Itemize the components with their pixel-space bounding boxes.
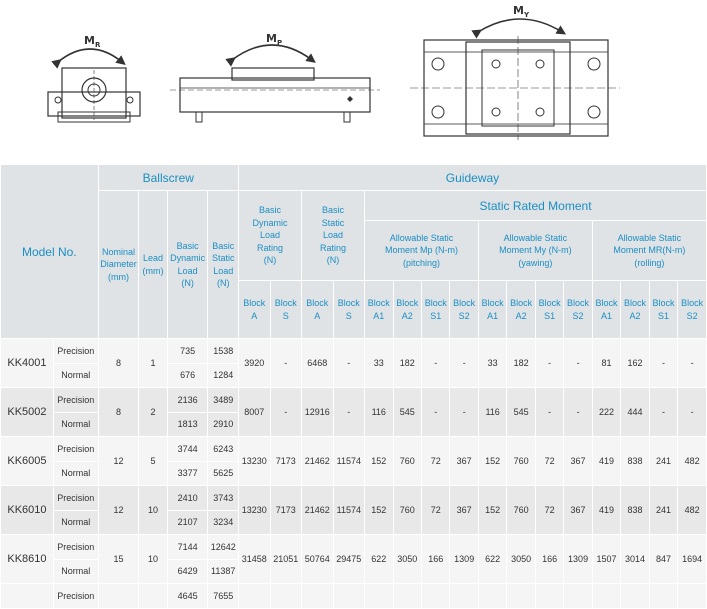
- lead-value: [139, 584, 167, 609]
- dynamic-load-value: 4645: [167, 584, 208, 609]
- block-header: Block S1: [649, 281, 677, 339]
- grade-label: Normal: [53, 510, 98, 535]
- static-load-value: 3234: [208, 510, 239, 535]
- grade-label: Precision: [53, 486, 98, 511]
- guideway-value: 1694: [678, 535, 707, 584]
- guideway-value: 1507: [592, 535, 620, 584]
- guideway-value: 182: [507, 339, 535, 388]
- static-load-value: 5625: [208, 461, 239, 486]
- guideway-value: -: [421, 339, 449, 388]
- lead-value: 1: [139, 339, 167, 388]
- static-load-value: 12642: [208, 535, 239, 560]
- guideway-value: 21462: [302, 486, 334, 535]
- grade-label: Normal: [53, 461, 98, 486]
- model-number: KK6005: [1, 437, 54, 486]
- guideway-value: -: [535, 388, 563, 437]
- static-load-value: 6243: [208, 437, 239, 462]
- yawing-moment-arrow: [478, 19, 562, 32]
- guideway-value: 367: [450, 486, 478, 535]
- guideway-value: 21462: [302, 437, 334, 486]
- guideway-value: -: [421, 388, 449, 437]
- dynamic-load-value: 2107: [167, 510, 208, 535]
- block-header: Block A2: [507, 281, 535, 339]
- dynamic-load-value: 6429: [167, 559, 208, 584]
- static-load-value: 1538: [208, 339, 239, 364]
- guideway-value: 760: [507, 437, 535, 486]
- yawing-moment-label: $M_Y$: [513, 4, 530, 19]
- dynamic-load-value: 3377: [167, 461, 208, 486]
- guideway-value: [564, 584, 592, 609]
- guideway-dynamic-load-header: Basic Dynamic Load Rating (N): [238, 191, 301, 281]
- static-load-value: 1284: [208, 363, 239, 388]
- yawing-moment-diagram: [410, 4, 620, 140]
- rolling-moment-arrow: [58, 49, 122, 62]
- block-header: Block S: [270, 281, 302, 339]
- table-row: [1, 437, 707, 462]
- guideway-value: 482: [678, 437, 707, 486]
- guideway-value: -: [535, 339, 563, 388]
- lead-header: Lead (mm): [139, 191, 167, 339]
- guideway-value: 72: [535, 437, 563, 486]
- grade-label: Precision: [53, 584, 98, 609]
- guideway-header: Guideway: [238, 165, 706, 191]
- guideway-value: -: [564, 339, 592, 388]
- model-number: [1, 584, 54, 609]
- guideway-value: 545: [393, 388, 421, 437]
- guideway-value: -: [333, 388, 365, 437]
- guideway-value: -: [678, 388, 707, 437]
- guideway-value: 21051: [270, 535, 302, 584]
- pitching-moment-header: Allowable Static Moment Mp (N-m) (pitching): [365, 221, 479, 281]
- nominal-diameter-header: Nominal Diameter (mm): [98, 191, 139, 339]
- guideway-value: 3014: [621, 535, 649, 584]
- guideway-value: 1309: [450, 535, 478, 584]
- guideway-value: 152: [478, 437, 506, 486]
- table-row: [1, 388, 707, 413]
- guideway-value: 760: [507, 486, 535, 535]
- guideway-value: 8007: [238, 388, 270, 437]
- guideway-value: -: [270, 339, 302, 388]
- guideway-value: 116: [478, 388, 506, 437]
- guideway-value: [365, 584, 393, 609]
- rolling-moment-label: $M_R$: [84, 34, 101, 49]
- guideway-value: 31458: [238, 535, 270, 584]
- guideway-value: 760: [393, 437, 421, 486]
- guideway-value: 241: [649, 437, 677, 486]
- guideway-value: -: [564, 388, 592, 437]
- block-header: Block S2: [564, 281, 592, 339]
- static-load-value: 3743: [208, 486, 239, 511]
- guideway-value: [621, 584, 649, 609]
- block-header: Block A: [302, 281, 334, 339]
- block-header: Block S1: [535, 281, 563, 339]
- guideway-value: 116: [365, 388, 393, 437]
- guideway-value: -: [678, 339, 707, 388]
- lead-value: 10: [139, 486, 167, 535]
- lead-value: 5: [139, 437, 167, 486]
- guideway-value: 72: [535, 486, 563, 535]
- grade-label: Precision: [53, 388, 98, 413]
- guideway-value: 152: [478, 486, 506, 535]
- dynamic-load-value: 735: [167, 339, 208, 364]
- block-header: Block A2: [621, 281, 649, 339]
- rolling-moment-diagram: [48, 34, 140, 122]
- guideway-value: 152: [365, 437, 393, 486]
- block-header: Block A: [238, 281, 270, 339]
- guideway-value: -: [649, 388, 677, 437]
- nominal-diameter-value: [98, 584, 139, 609]
- guideway-value: -: [333, 339, 365, 388]
- guideway-value: [421, 584, 449, 609]
- guideway-value: 838: [621, 437, 649, 486]
- guideway-value: 11574: [333, 437, 365, 486]
- guideway-value: [450, 584, 478, 609]
- guideway-value: [535, 584, 563, 609]
- model-number: KK6010: [1, 486, 54, 535]
- dynamic-load-value: 2410: [167, 486, 208, 511]
- guideway-value: 482: [678, 486, 707, 535]
- guideway-value: 166: [535, 535, 563, 584]
- table-row: [1, 535, 707, 560]
- grade-label: Normal: [53, 363, 98, 388]
- model-number: KK5002: [1, 388, 54, 437]
- block-header: Block A1: [478, 281, 506, 339]
- guideway-value: 1309: [564, 535, 592, 584]
- dynamic-load-value: 2136: [167, 388, 208, 413]
- rolling-moment-header: Allowable Static Moment MR(N-m) (rolling): [592, 221, 706, 281]
- grade-label: Normal: [53, 559, 98, 584]
- dynamic-load-value: 7144: [167, 535, 208, 560]
- guideway-value: 12916: [302, 388, 334, 437]
- guideway-value: 419: [592, 486, 620, 535]
- block-header: Block A1: [365, 281, 393, 339]
- guideway-value: 11574: [333, 486, 365, 535]
- block-header: Block A2: [393, 281, 421, 339]
- guideway-value: [507, 584, 535, 609]
- block-header: Block S2: [678, 281, 707, 339]
- guideway-value: 182: [393, 339, 421, 388]
- guideway-value: 3050: [393, 535, 421, 584]
- guideway-value: [592, 584, 620, 609]
- static-load-value: 11387: [208, 559, 239, 584]
- guideway-value: 7173: [270, 486, 302, 535]
- basic-dynamic-load-header: Basic Dynamic Load (N): [167, 191, 208, 339]
- grade-label: Normal: [53, 412, 98, 437]
- guideway-value: 367: [564, 437, 592, 486]
- guideway-value: 367: [564, 486, 592, 535]
- guideway-value: 367: [450, 437, 478, 486]
- dynamic-load-value: 1813: [167, 412, 208, 437]
- grade-label: Precision: [53, 339, 98, 364]
- static-load-value: 7655: [208, 584, 239, 609]
- guideway-value: 72: [421, 486, 449, 535]
- guideway-value: 622: [478, 535, 506, 584]
- guideway-value: 3920: [238, 339, 270, 388]
- pitching-moment-diagram: [170, 32, 380, 122]
- guideway-value: 152: [365, 486, 393, 535]
- nominal-diameter-value: 8: [98, 388, 139, 437]
- yawing-moment-header: Allowable Static Moment My (N-m) (yawing): [478, 221, 592, 281]
- lead-value: 2: [139, 388, 167, 437]
- model-number: KK4001: [1, 339, 54, 388]
- block-header: Block S2: [450, 281, 478, 339]
- guideway-value: 81: [592, 339, 620, 388]
- guideway-value: 241: [649, 486, 677, 535]
- pitching-moment-arrow: [232, 45, 312, 60]
- guideway-value: [393, 584, 421, 609]
- lead-value: 10: [139, 535, 167, 584]
- guideway-value: 419: [592, 437, 620, 486]
- guideway-value: [302, 584, 334, 609]
- block-header: Block S: [333, 281, 365, 339]
- guideway-value: 7173: [270, 437, 302, 486]
- model-number: KK8610: [1, 535, 54, 584]
- ballscrew-header: Ballscrew: [98, 165, 238, 191]
- guideway-static-load-header: Basic Static Load Rating (N): [302, 191, 365, 281]
- guideway-value: [478, 584, 506, 609]
- guideway-value: 6468: [302, 339, 334, 388]
- guideway-value: 13230: [238, 437, 270, 486]
- nominal-diameter-value: 12: [98, 486, 139, 535]
- dynamic-load-value: 3744: [167, 437, 208, 462]
- grade-label: Precision: [53, 535, 98, 560]
- guideway-value: 3050: [507, 535, 535, 584]
- table-row: [1, 339, 707, 364]
- guideway-value: 50764: [302, 535, 334, 584]
- guideway-value: [333, 584, 365, 609]
- guideway-value: 622: [365, 535, 393, 584]
- moment-diagrams: [0, 0, 707, 160]
- guideway-value: [649, 584, 677, 609]
- guideway-value: 545: [507, 388, 535, 437]
- guideway-value: -: [270, 388, 302, 437]
- guideway-value: 162: [621, 339, 649, 388]
- guideway-value: -: [649, 339, 677, 388]
- nominal-diameter-value: 15: [98, 535, 139, 584]
- guideway-value: -: [450, 388, 478, 437]
- grade-label: Precision: [53, 437, 98, 462]
- static-load-value: 2910: [208, 412, 239, 437]
- basic-static-load-header: Basic Static Load (N): [208, 191, 239, 339]
- guideway-value: [678, 584, 707, 609]
- nominal-diameter-value: 8: [98, 339, 139, 388]
- pitching-moment-label: $M_P$: [266, 32, 283, 47]
- guideway-value: [238, 584, 270, 609]
- guideway-value: [270, 584, 302, 609]
- guideway-value: 33: [365, 339, 393, 388]
- table-row: [1, 486, 707, 511]
- block-header: Block S1: [421, 281, 449, 339]
- dynamic-load-value: 676: [167, 363, 208, 388]
- static-rated-moment-header: Static Rated Moment: [365, 191, 707, 221]
- table-row: [1, 584, 707, 609]
- guideway-value: -: [450, 339, 478, 388]
- model-no-header: Model No.: [1, 165, 99, 339]
- guideway-value: 13230: [238, 486, 270, 535]
- guideway-value: 72: [421, 437, 449, 486]
- guideway-value: 444: [621, 388, 649, 437]
- block-header: Block A1: [592, 281, 620, 339]
- guideway-value: 166: [421, 535, 449, 584]
- guideway-value: 222: [592, 388, 620, 437]
- guideway-value: 847: [649, 535, 677, 584]
- guideway-value: 33: [478, 339, 506, 388]
- guideway-value: 760: [393, 486, 421, 535]
- static-load-value: 3489: [208, 388, 239, 413]
- guideway-value: 29475: [333, 535, 365, 584]
- specification-table: [0, 164, 707, 609]
- guideway-value: 838: [621, 486, 649, 535]
- nominal-diameter-value: 12: [98, 437, 139, 486]
